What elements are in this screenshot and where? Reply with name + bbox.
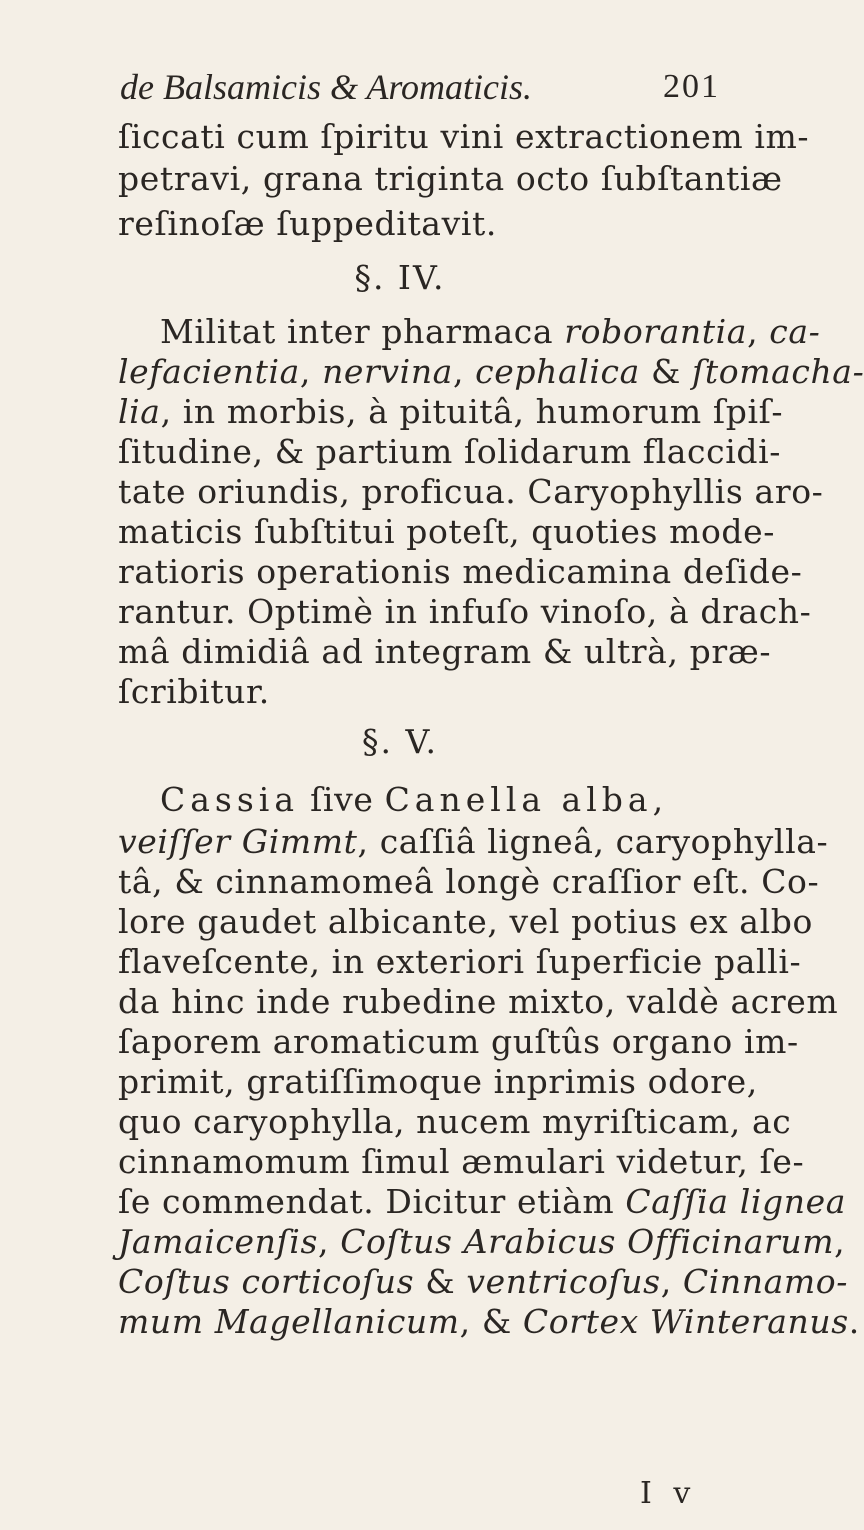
text-line — [118, 117, 810, 157]
text-line — [118, 1302, 860, 1342]
text-line — [118, 472, 824, 512]
text-line — [118, 159, 783, 199]
italic-span: lefacientia — [118, 352, 300, 391]
text-line — [118, 1142, 805, 1182]
text-span: & — [639, 352, 693, 391]
text-span: tâ, & cinnamomeâ longè craſſior eſt. Co- — [118, 862, 820, 901]
text-span: ratioris operationis medicamina deſide- — [118, 552, 803, 591]
text-span: ſiccati cum ſpiritu vini extractionem im- — [118, 117, 810, 156]
italic-span: Jamaicenſis — [118, 1222, 318, 1261]
text-span: , — [660, 1262, 683, 1301]
text-line — [118, 592, 812, 632]
text-line — [118, 552, 803, 592]
small-caps-span: Cassia — [160, 780, 300, 819]
text-line — [118, 672, 720, 712]
text-span: rantur. Optimè in infuſo vinoſo, à drach- — [118, 592, 812, 631]
text-span: , — [452, 352, 476, 391]
italic-span: roborantia — [564, 312, 748, 351]
italic-span: Cortex Winteranus — [522, 1302, 849, 1341]
text-line — [118, 432, 782, 472]
italic-span: lia — [118, 392, 161, 431]
catchword: I v — [640, 1476, 697, 1511]
italic-span: veiſſer Gimmt — [118, 822, 358, 861]
text-line — [118, 204, 720, 244]
text-line — [118, 942, 802, 982]
text-span: maticis ſubſtitui poteſt, quoties mode- — [118, 512, 776, 551]
text-line — [118, 822, 829, 862]
text-line — [118, 512, 776, 552]
text-span: petravi, grana triginta octo ſubſtantiæ — [118, 159, 783, 198]
text-span: & — [414, 1262, 467, 1301]
text-line — [118, 862, 820, 902]
italic-span: ſtomacha- — [692, 352, 864, 391]
text-line — [118, 632, 772, 672]
text-span: flaveſcente, in exteriori ſuperficie palli- — [118, 942, 802, 981]
text-line — [160, 312, 821, 352]
text-line — [118, 1222, 846, 1262]
text-span: §. IV. — [354, 258, 446, 297]
text-span: mâ dimidiâ ad integram & ultrà, præ- — [118, 632, 772, 671]
text-span: ſcribitur. — [118, 672, 270, 711]
italic-span: ca- — [769, 312, 821, 351]
text-line — [118, 982, 839, 1022]
page-header — [120, 66, 720, 112]
small-caps-span: Canella alba — [384, 780, 653, 819]
text-span: ſe commendat. Dicitur etiàm — [118, 1182, 626, 1221]
italic-span: ventricoſus — [466, 1262, 661, 1301]
section-heading — [0, 258, 800, 298]
text-span: Militat inter pharmaca — [160, 312, 565, 351]
text-span: ſitudine, & partium ſolidarum flaccidi- — [118, 432, 782, 471]
text-span: , — [318, 1222, 341, 1261]
text-span: lore gaudet albicante, vel potius ex albo — [118, 902, 813, 941]
italic-span: Caſſia lignea — [625, 1182, 846, 1221]
running-head: de Balsamicis & Aromaticis. — [120, 67, 532, 107]
text-span: , — [652, 780, 664, 819]
text-span: cinnamomum ſimul æmulari videtur, ſe- — [118, 1142, 805, 1181]
text-span: tate oriundis, proficua. Caryophyllis aro- — [118, 472, 824, 511]
section-heading — [0, 722, 800, 762]
italic-span: Coſtus Arabicus Officinarum — [340, 1222, 835, 1261]
text-line — [118, 392, 784, 432]
text-span: , — [299, 352, 323, 391]
text-line — [118, 1262, 848, 1302]
text-line — [118, 1022, 799, 1062]
text-line — [118, 1182, 846, 1222]
text-span: ſive — [299, 780, 385, 819]
italic-span: Cinnamo- — [682, 1262, 848, 1301]
text-line — [118, 352, 864, 392]
text-line — [118, 1102, 792, 1142]
page-number: 201 — [663, 68, 720, 105]
italic-span: nervina — [322, 352, 453, 391]
text-span: . — [848, 1302, 860, 1341]
text-span: , in morbis, à pituitâ, humorum ſpiſ- — [160, 392, 784, 431]
italic-span: Coſtus corticoſus — [118, 1262, 415, 1301]
text-line — [160, 780, 762, 820]
text-span: reſinoſæ ſuppeditavit. — [118, 204, 497, 243]
text-span: , caſſiâ ligneâ, caryophylla- — [357, 822, 829, 861]
text-span: , & — [459, 1302, 523, 1341]
text-span: quo caryophylla, nucem myriſticam, ac — [118, 1102, 792, 1141]
text-line — [118, 902, 813, 942]
text-span: primit, gratiſſimoque inprimis odore, — [118, 1062, 758, 1101]
italic-span: cephalica — [475, 352, 640, 391]
italic-span: mum Magellanicum — [118, 1302, 460, 1341]
text-span: , — [834, 1222, 846, 1261]
text-line — [118, 1062, 758, 1102]
text-span: da hinc inde rubedine mixto, valdè acrem — [118, 982, 839, 1021]
text-span: , — [747, 312, 770, 351]
text-span: ſaporem aromaticum guſtûs organo im- — [118, 1022, 799, 1061]
text-span: §. V. — [361, 722, 439, 761]
